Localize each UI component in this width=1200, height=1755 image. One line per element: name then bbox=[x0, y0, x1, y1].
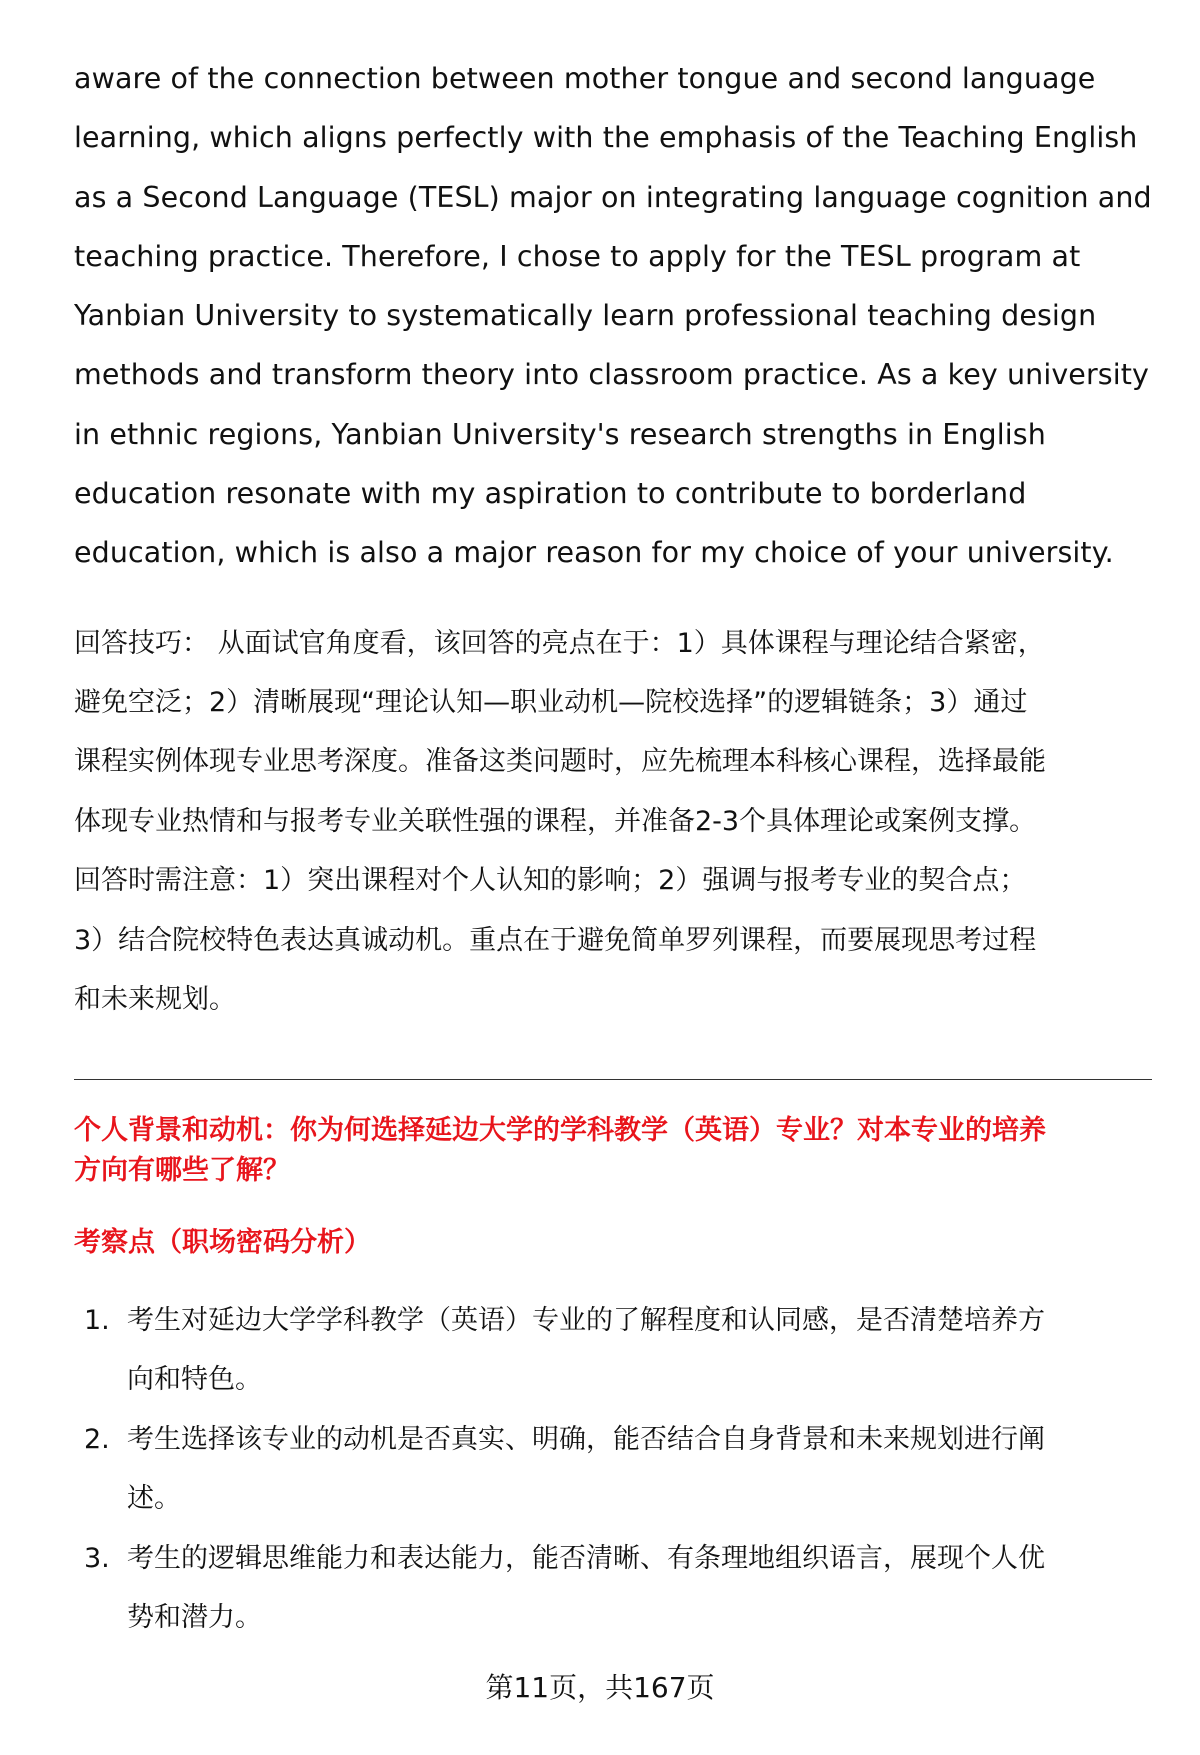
list-item-line: 向和特色。 bbox=[127, 1364, 262, 1395]
list-item-line: 考生的逻辑思维能力和表达能力，能否清晰、有条理地组织语言，展现个人优 bbox=[127, 1543, 1045, 1574]
list-item-line: 述。 bbox=[127, 1483, 181, 1514]
tips-line: 课程实例体现专业思考深度。准备这类问题时，应先梳理本科核心课程，选择最能 bbox=[74, 746, 1046, 777]
answer-line: as a Second Language (TESL) major on integrating language cognition and bbox=[74, 181, 1152, 214]
list-number: 1. bbox=[84, 1305, 110, 1336]
tips-line: 避免空泛；2）清晰展现“理论认知—职业动机—院校选择”的逻辑链条；3）通过 bbox=[74, 687, 1028, 718]
answer-line: education, which is also a major reason for my choice of your university. bbox=[74, 536, 1114, 569]
answer-line: education resonate with my aspiration to contribute to borderland bbox=[74, 477, 1027, 510]
tips-line: 体现专业热情和与报考专业关联性强的课程，并准备2-3个具体理论或案例支撑。 bbox=[74, 806, 1037, 837]
list-item-line: 考生对延边大学学科教学（英语）专业的了解程度和认同感，是否清楚培养方 bbox=[127, 1305, 1045, 1336]
answer-line: Yanbian University to systematically learn professional teaching design bbox=[74, 299, 1097, 332]
answer-line: methods and transform theory into classroom practice. As a key university bbox=[74, 358, 1149, 391]
answer-line: in ethnic regions, Yanbian University's research strengths in English bbox=[74, 418, 1046, 451]
answer-line: teaching practice. Therefore, I chose to apply for the TESL program at bbox=[74, 240, 1081, 273]
question-line: 个人背景和动机：你为何选择延边大学的学科教学（英语）专业？对本专业的培养 bbox=[74, 1115, 1046, 1146]
list-number: 2. bbox=[84, 1424, 110, 1455]
list-number: 3. bbox=[84, 1543, 110, 1574]
answer-line: learning, which aligns perfectly with the emphasis of the Teaching English bbox=[74, 121, 1138, 154]
answer-line: aware of the connection between mother tongue and second language bbox=[74, 62, 1096, 95]
tips-line: 回答技巧： 从面试官角度看，该回答的亮点在于：1）具体课程与理论结合紧密， bbox=[74, 628, 1045, 659]
tips-line: 3）结合院校特色表达真诚动机。重点在于避免简单罗列课程，而要展现思考过程 bbox=[74, 925, 1037, 956]
section-subheading: 考察点（职场密码分析） bbox=[74, 1227, 371, 1258]
tips-line: 回答时需注意：1）突出课程对个人认知的影响；2）强调与报考专业的契合点； bbox=[74, 865, 1027, 896]
section-divider bbox=[74, 1079, 1152, 1080]
list-item-line: 势和潜力。 bbox=[127, 1602, 262, 1633]
tips-line: 和未来规划。 bbox=[74, 984, 236, 1015]
page-number-footer: 第11页，共167页 bbox=[485, 1671, 715, 1704]
question-line: 方向有哪些了解？ bbox=[74, 1155, 290, 1186]
list-item-line: 考生选择该专业的动机是否真实、明确，能否结合自身背景和未来规划进行阐 bbox=[127, 1424, 1045, 1455]
